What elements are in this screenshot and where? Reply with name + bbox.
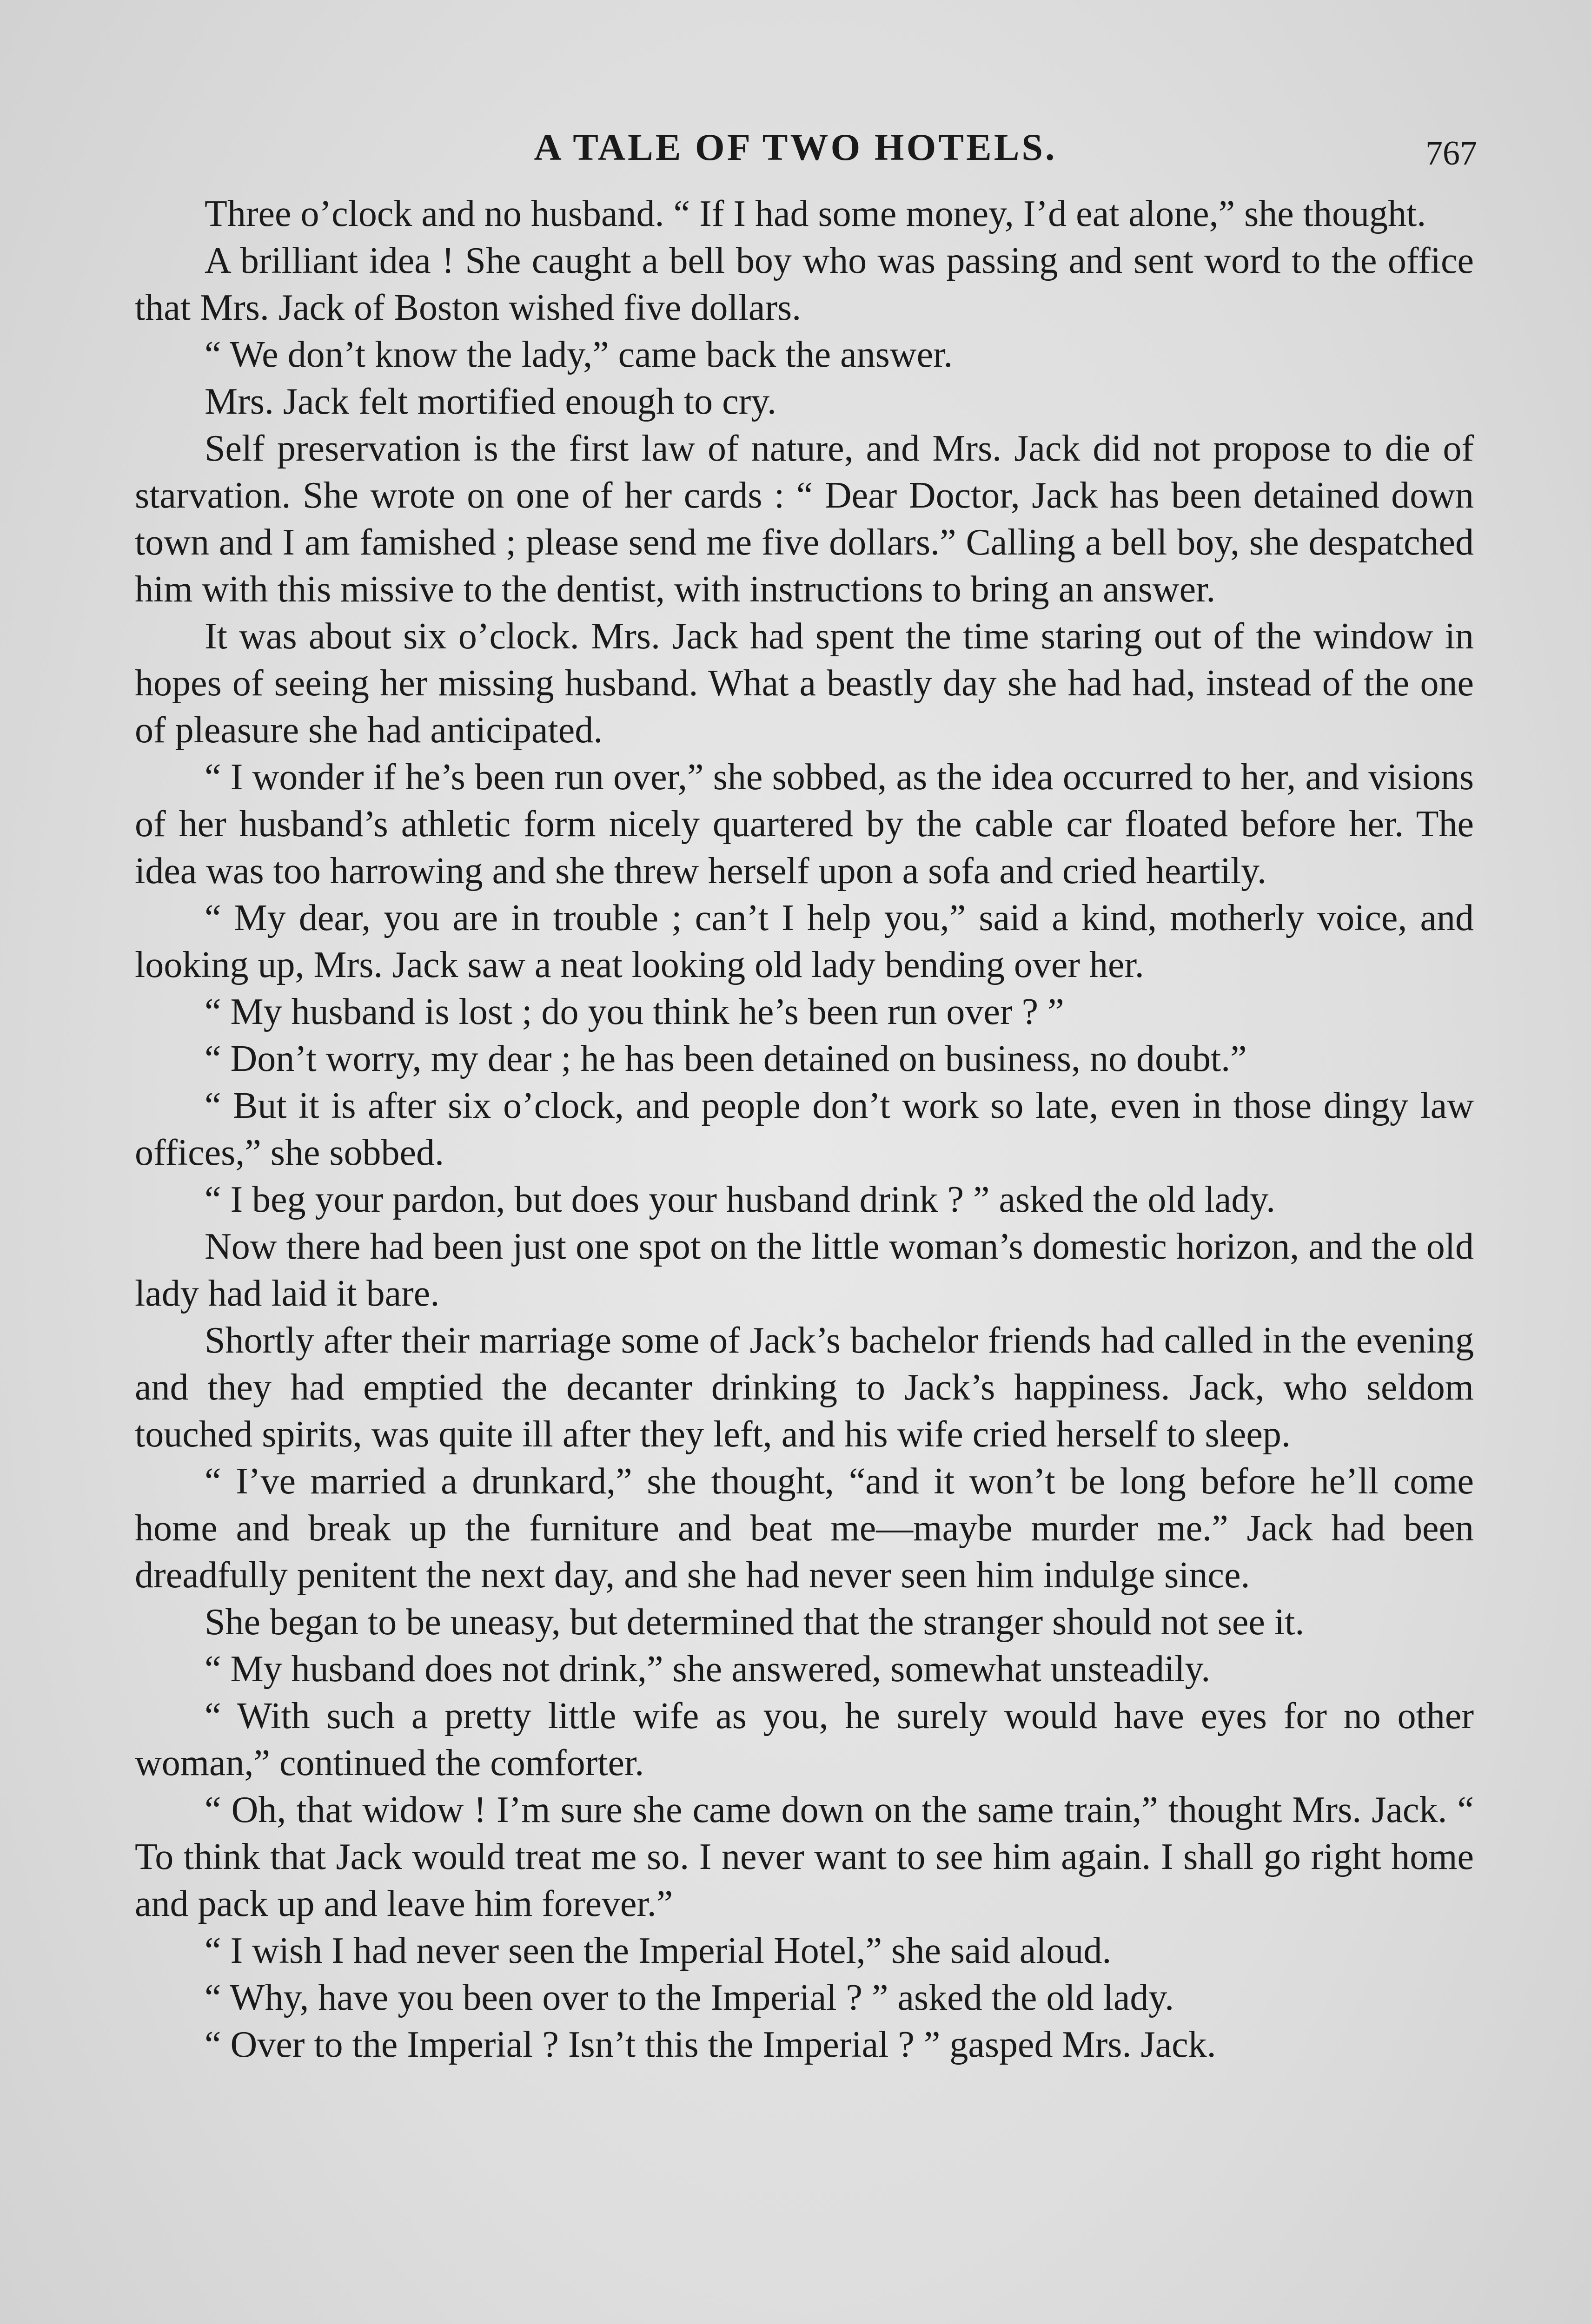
paragraph: Three o’clock and no husband. “ If I had some money, I’d eat alone,” she thought.: [205, 193, 1426, 234]
page-header: [0, 125, 1591, 181]
paragraph: She began to be uneasy, but determined that the stranger should not see it.: [205, 1602, 1305, 1643]
paragraph: “ I wonder if he’s been run over,” she sobbed, as the idea occurred to her, and visions of her husband’s athletic form nicely quartered by the cable car floated before her. The idea was too harrowing and she threw herself upon a sofa and cried heartily.: [135, 757, 1474, 891]
paragraph: “ Oh, that widow ! I’m sure she came down on the same train,” thought Mrs. Jack. “ To think that Jack would treat me so. I never want to see him again. I shall go right home and pack up and leave him forever.”: [135, 1789, 1474, 1924]
paragraph: “ But it is after six o’clock, and people don’t work so late, even in those dingy law offices,” she sobbed.: [135, 1085, 1474, 1173]
running-title: A TALE OF TWO HOTELS.: [534, 126, 1057, 168]
paragraph: Now there had been just one spot on the little woman’s domestic horizon, and the old lady had laid it bare.: [135, 1226, 1474, 1314]
paragraph: “ My husband does not drink,” she answered, somewhat unsteadily.: [205, 1649, 1211, 1690]
story-body: [135, 191, 1474, 2324]
paragraph: “ My dear, you are in trouble ; can’t I help you,” said a kind, motherly voice, and looking up, Mrs. Jack saw a neat looking old lady bending over her.: [135, 898, 1474, 985]
paragraph: Self preservation is the first law of nature, and Mrs. Jack did not propose to die of starvation. She wrote on one of her cards : “ Dear Doctor, Jack has been detained down town and I am famished ; please send me five dollars.” Calling a bell boy, she despatched him with this missive to the dentist, with instructions to bring an answer.: [135, 428, 1474, 610]
page-number: 767: [1425, 134, 1477, 172]
paragraph: A brilliant idea ! She caught a bell boy who was passing and sent word to the office that Mrs. Jack of Boston wished five dollars.: [135, 240, 1474, 328]
paragraph: “ I wish I had never seen the Imperial Hotel,” she said aloud.: [205, 1930, 1112, 1971]
paragraph: “ We don’t know the lady,” came back the answer.: [205, 334, 953, 375]
paragraph: “ Why, have you been over to the Imperial ? ” asked the old lady.: [205, 1977, 1174, 2018]
paragraph: Mrs. Jack felt mortified enough to cry.: [205, 381, 777, 422]
paragraph: “ I beg your pardon, but does your husband drink ? ” asked the old lady.: [205, 1179, 1276, 1220]
paragraph: It was about six o’clock. Mrs. Jack had spent the time staring out of the window in hopes of seeing her missing husband. What a beastly day she had had, instead of the one of pleasure she had anticipated.: [135, 616, 1474, 751]
paragraph: “ With such a pretty little wife as you, he surely would have eyes for no other woman,” continued the comforter.: [135, 1696, 1474, 1783]
paragraph: “ My husband is lost ; do you think he’s been run over ? ”: [205, 991, 1064, 1032]
paragraph: “ I’ve married a drunkard,” she thought, “and it won’t be long before he’ll come home and break up the furniture and beat me—maybe murder me.” Jack had been dreadfully penitent the next day, and she had never seen him indulge since.: [135, 1461, 1474, 1596]
paragraph: “ Don’t worry, my dear ; he has been detained on business, no doubt.”: [205, 1038, 1247, 1079]
paragraph: Shortly after their marriage some of Jack’s bachelor friends had called in the evening and they had emptied the decanter drinking to Jack’s happiness. Jack, who seldom touched spirits, was quite ill after they left, and his wife cried herself to sleep.: [135, 1320, 1474, 1455]
paragraph: “ Over to the Imperial ? Isn’t this the Imperial ? ” gasped Mrs. Jack.: [205, 2024, 1216, 2065]
